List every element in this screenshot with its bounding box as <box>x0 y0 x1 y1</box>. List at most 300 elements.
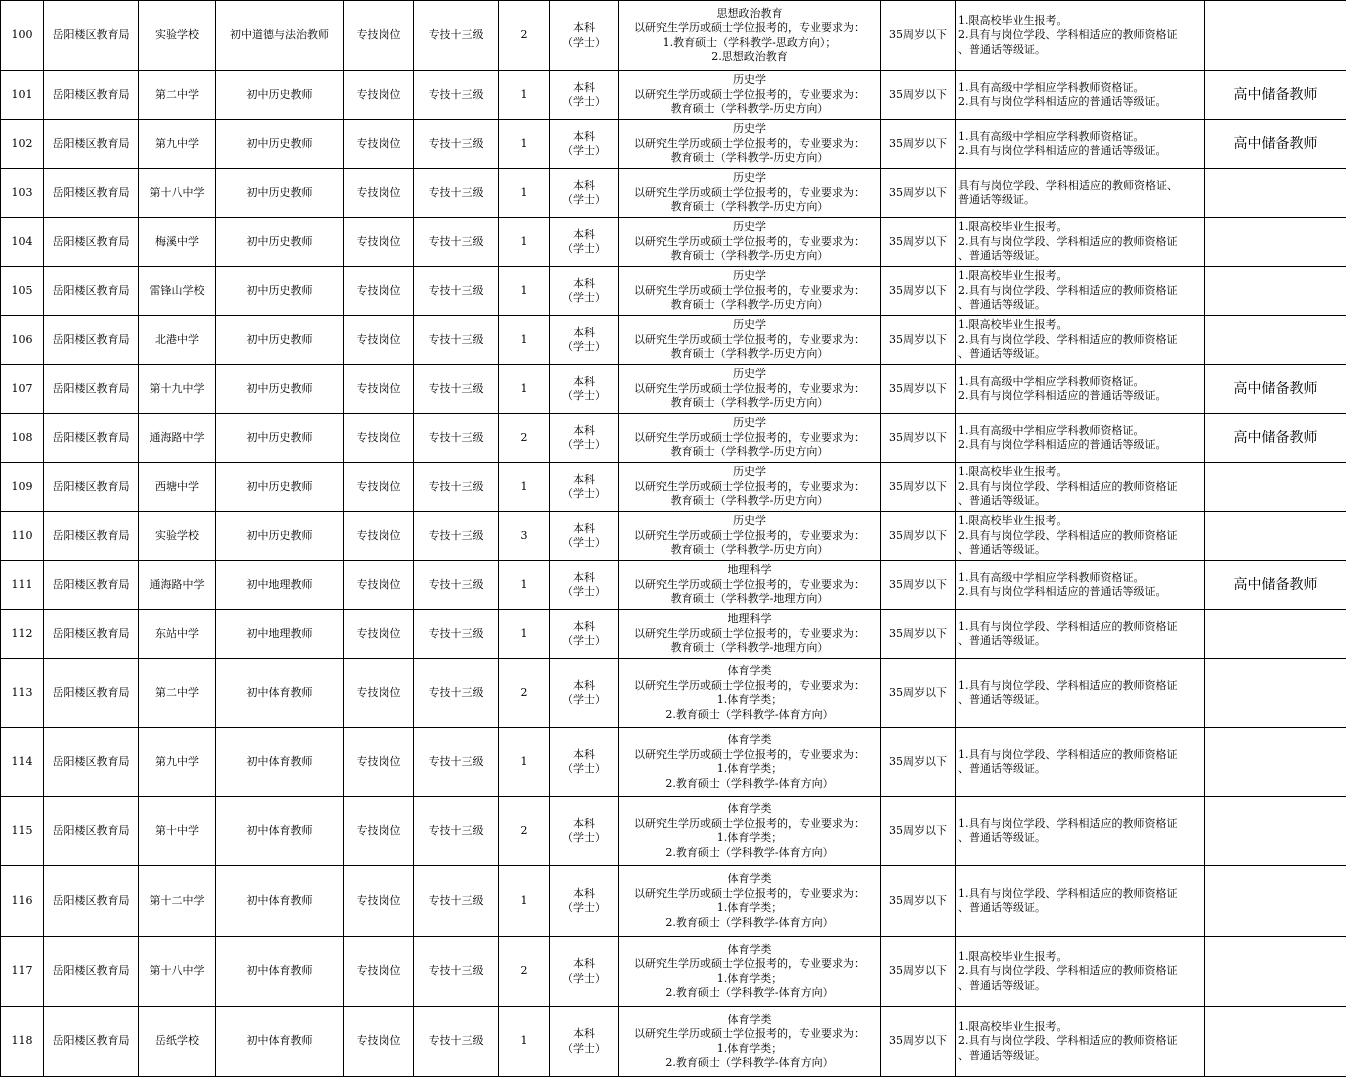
cell-age: 35周岁以下 <box>881 866 956 937</box>
cell-req <box>956 1 1205 71</box>
major-line: 历史学 <box>733 73 766 87</box>
cell-age: 35周岁以下 <box>881 728 956 797</box>
cell-school: 北港中学 <box>139 316 216 365</box>
cell-req <box>956 659 1205 728</box>
major-line: 1.体育学类； <box>716 1041 783 1055</box>
cell-dept: 岳阳楼区教育局 <box>44 267 139 316</box>
cell-type: 专技岗位 <box>344 414 414 463</box>
major-line: 教育硕士（学科教学-历史方向） <box>670 200 829 214</box>
major-line: 体育学类 <box>727 802 772 815</box>
cell-edu <box>550 218 619 267</box>
major-line: 以研究生学历或硕士学位报考的，专业要求为： <box>634 479 865 493</box>
cell-note: 高中储备教师 <box>1205 365 1346 414</box>
major-line: 1.教育硕士（学科教学-思政方向）； <box>662 35 837 49</box>
edu-line: （学士） <box>562 340 606 353</box>
cell-num: 104 <box>1 218 44 267</box>
cell-num: 112 <box>1 610 44 659</box>
cell-age: 35周岁以下 <box>881 659 956 728</box>
cell-type: 专技岗位 <box>344 267 414 316</box>
req-line: 2.具有与岗位学科相适应的普通话等级证。 <box>958 389 1167 402</box>
cell-dept: 岳阳楼区教育局 <box>44 728 139 797</box>
table-row <box>1 267 1346 316</box>
cell-note <box>1205 1 1346 71</box>
req-line: 1.限高校毕业生报考。 <box>958 269 1068 283</box>
cell-school: 第十八中学 <box>139 169 216 218</box>
cell-school: 实验学校 <box>139 512 216 561</box>
cell-post: 初中历史教师 <box>216 463 344 512</box>
cell-type: 专技岗位 <box>344 561 414 610</box>
cell-req <box>956 267 1205 316</box>
cell-dept: 岳阳楼区教育局 <box>44 1007 139 1077</box>
edu-line: （学士） <box>562 971 606 985</box>
cell-school: 西塘中学 <box>139 463 216 512</box>
cell-note <box>1205 218 1346 267</box>
cell-note <box>1205 937 1346 1007</box>
req-line: 1.限高校毕业生报考。 <box>958 220 1068 234</box>
req-line: 2.具有与岗位学段、学科相适应的教师资格证 <box>958 332 1178 346</box>
req-line: 2.具有与岗位学段、学科相适应的教师资格证 <box>958 283 1178 297</box>
edu-line: 本科 <box>573 129 595 143</box>
table-row <box>1 316 1346 365</box>
major-line: 历史学 <box>733 416 766 430</box>
major-line: 以研究生学历或硕士学位报考的，专业要求为： <box>634 332 865 346</box>
edu-line: （学士） <box>562 144 606 157</box>
edu-line: （学士） <box>562 193 606 206</box>
major-line: 教育硕士（学科教学-历史方向） <box>670 298 829 312</box>
cell-dept: 岳阳楼区教育局 <box>44 365 139 414</box>
cell-post: 初中历史教师 <box>216 512 344 561</box>
major-line: 1.体育学类； <box>716 901 783 914</box>
major-line: 体育学类 <box>727 872 772 885</box>
major-line: 以研究生学历或硕士学位报考的，专业要求为： <box>634 87 865 101</box>
cell-level: 专技十三级 <box>414 316 499 365</box>
cell-req <box>956 728 1205 797</box>
cell-count: 1 <box>499 728 550 797</box>
req-line: 、普通话等级证。 <box>958 762 1046 775</box>
cell-type: 专技岗位 <box>344 1 414 71</box>
cell-req <box>956 937 1205 1007</box>
cell-type: 专技岗位 <box>344 169 414 218</box>
req-line: 1.具有高级中学相应学科教师资格证。 <box>958 374 1145 388</box>
cell-edu <box>550 71 619 120</box>
cell-age: 35周岁以下 <box>881 267 956 316</box>
cell-school: 第十九中学 <box>139 365 216 414</box>
edu-line: （学士） <box>562 291 606 304</box>
cell-count: 1 <box>499 866 550 937</box>
req-line: 2.具有与岗位学段、学科相适应的教师资格证 <box>958 528 1178 542</box>
cell-level: 专技十三级 <box>414 463 499 512</box>
req-line: 1.限高校毕业生报考。 <box>958 465 1068 479</box>
cell-major <box>619 1 881 71</box>
cell-edu <box>550 797 619 866</box>
edu-line: 本科 <box>573 619 595 633</box>
cell-school: 第九中学 <box>139 728 216 797</box>
cell-count: 2 <box>499 1 550 71</box>
cell-level: 专技十三级 <box>414 169 499 218</box>
cell-dept: 岳阳楼区教育局 <box>44 1 139 71</box>
cell-count: 3 <box>499 512 550 561</box>
req-line: 、普通话等级证。 <box>958 249 1046 263</box>
cell-type: 专技岗位 <box>344 659 414 728</box>
cell-edu <box>550 866 619 937</box>
cell-note: 高中储备教师 <box>1205 71 1346 120</box>
major-line: 以研究生学历或硕士学位报考的，专业要求为： <box>634 1027 865 1040</box>
req-line: 普通话等级证。 <box>958 193 1035 206</box>
cell-level: 专技十三级 <box>414 365 499 414</box>
cell-school: 实验学校 <box>139 1 216 71</box>
cell-dept: 岳阳楼区教育局 <box>44 463 139 512</box>
req-line: 、普通话等级证。 <box>958 298 1046 312</box>
req-line: 1.限高校毕业生报考。 <box>958 1019 1068 1033</box>
cell-school: 第二中学 <box>139 659 216 728</box>
edu-line: 本科 <box>573 276 595 290</box>
cell-major <box>619 218 881 267</box>
cell-dept: 岳阳楼区教育局 <box>44 937 139 1007</box>
cell-post: 初中体育教师 <box>216 797 344 866</box>
major-line: 以研究生学历或硕士学位报考的，专业要求为： <box>634 528 865 542</box>
cell-age: 35周岁以下 <box>881 365 956 414</box>
major-line: 历史学 <box>733 269 766 283</box>
cell-req <box>956 561 1205 610</box>
cell-req <box>956 120 1205 169</box>
major-line: 以研究生学历或硕士学位报考的，专业要求为： <box>634 747 865 761</box>
major-line: 教育硕士（学科教学-历史方向） <box>670 249 829 263</box>
major-line: 以研究生学历或硕士学位报考的，专业要求为： <box>634 185 865 199</box>
req-line: 2.具有与岗位学科相适应的普通话等级证。 <box>958 144 1167 157</box>
cell-type: 专技岗位 <box>344 463 414 512</box>
major-line: 以研究生学历或硕士学位报考的，专业要求为： <box>634 577 865 591</box>
cell-type: 专技岗位 <box>344 218 414 267</box>
cell-num: 116 <box>1 866 44 937</box>
major-line: 教育硕士（学科教学-历史方向） <box>670 494 829 508</box>
major-line: 地理科学 <box>727 563 772 577</box>
cell-note <box>1205 866 1346 937</box>
cell-edu <box>550 316 619 365</box>
major-line: 以研究生学历或硕士学位报考的，专业要求为： <box>634 957 865 970</box>
cell-age: 35周岁以下 <box>881 463 956 512</box>
req-line: 、普通话等级证。 <box>958 1048 1046 1062</box>
cell-req <box>956 797 1205 866</box>
cell-count: 1 <box>499 365 550 414</box>
major-line: 教育硕士（学科教学-地理方向） <box>670 641 829 655</box>
cell-dept: 岳阳楼区教育局 <box>44 169 139 218</box>
cell-type: 专技岗位 <box>344 120 414 169</box>
cell-post: 初中历史教师 <box>216 71 344 120</box>
req-line: 1.具有与岗位学段、学科相适应的教师资格证 <box>958 816 1178 830</box>
cell-post: 初中体育教师 <box>216 728 344 797</box>
cell-edu <box>550 937 619 1007</box>
edu-line: （学士） <box>562 95 606 108</box>
req-line: 2.具有与岗位学科相适应的普通话等级证。 <box>958 95 1167 108</box>
cell-count: 2 <box>499 797 550 866</box>
cell-major <box>619 866 881 937</box>
major-line: 2.教育硕士（学科教学-体育方向） <box>665 845 834 859</box>
cell-school: 通海路中学 <box>139 414 216 463</box>
req-line: 2.具有与岗位学段、学科相适应的教师资格证 <box>958 234 1178 248</box>
cell-age: 35周岁以下 <box>881 1 956 71</box>
req-line: 、普通话等级证。 <box>958 347 1046 361</box>
req-line: 、普通话等级证。 <box>958 693 1046 706</box>
major-line: 历史学 <box>733 122 766 136</box>
cell-post: 初中历史教师 <box>216 414 344 463</box>
cell-note <box>1205 169 1346 218</box>
req-line: 、普通话等级证。 <box>958 901 1046 914</box>
cell-edu <box>550 120 619 169</box>
cell-dept: 岳阳楼区教育局 <box>44 797 139 866</box>
table-row <box>1 71 1346 120</box>
cell-post: 初中历史教师 <box>216 267 344 316</box>
cell-count: 1 <box>499 610 550 659</box>
req-line: 1.限高校毕业生报考。 <box>958 318 1068 332</box>
edu-line: 本科 <box>573 178 595 192</box>
cell-dept: 岳阳楼区教育局 <box>44 659 139 728</box>
cell-post: 初中地理教师 <box>216 610 344 659</box>
cell-edu <box>550 1007 619 1077</box>
cell-age: 35周岁以下 <box>881 71 956 120</box>
edu-line: 本科 <box>573 21 595 34</box>
cell-req <box>956 218 1205 267</box>
cell-major <box>619 169 881 218</box>
cell-req <box>956 169 1205 218</box>
edu-line: （学士） <box>562 242 606 255</box>
edu-line: （学士） <box>562 487 606 500</box>
cell-type: 专技岗位 <box>344 1007 414 1077</box>
major-line: 2.教育硕士（学科教学-体育方向） <box>665 776 834 790</box>
cell-school: 东站中学 <box>139 610 216 659</box>
cell-type: 专技岗位 <box>344 937 414 1007</box>
major-line: 2.教育硕士（学科教学-体育方向） <box>665 1056 834 1069</box>
req-line: 2.具有与岗位学科相适应的普通话等级证。 <box>958 438 1167 451</box>
major-line: 以研究生学历或硕士学位报考的，专业要求为： <box>634 678 865 692</box>
major-line: 教育硕士（学科教学-历史方向） <box>670 543 829 557</box>
edu-line: 本科 <box>573 325 595 339</box>
req-line: 1.具有与岗位学段、学科相适应的教师资格证 <box>958 678 1178 692</box>
cell-age: 35周岁以下 <box>881 937 956 1007</box>
edu-line: 本科 <box>573 747 595 761</box>
req-line: 、普通话等级证。 <box>958 543 1046 557</box>
req-line: 2.具有与岗位学段、学科相适应的教师资格证 <box>958 1034 1178 1048</box>
cell-dept: 岳阳楼区教育局 <box>44 610 139 659</box>
cell-req <box>956 866 1205 937</box>
major-line: 历史学 <box>733 220 766 234</box>
edu-line: 本科 <box>573 423 595 437</box>
major-line: 体育学类 <box>727 664 772 677</box>
cell-num: 108 <box>1 414 44 463</box>
major-line: 教育硕士（学科教学-历史方向） <box>670 151 829 165</box>
cell-dept: 岳阳楼区教育局 <box>44 218 139 267</box>
cell-age: 35周岁以下 <box>881 169 956 218</box>
cell-count: 1 <box>499 120 550 169</box>
cell-req <box>956 316 1205 365</box>
cell-school: 岳纸学校 <box>139 1007 216 1077</box>
cell-count: 1 <box>499 218 550 267</box>
cell-num: 110 <box>1 512 44 561</box>
table-row <box>1 1 1346 71</box>
major-line: 体育学类 <box>727 1012 772 1026</box>
req-line: 2.具有与岗位学段、学科相适应的教师资格证 <box>958 28 1178 42</box>
edu-line: （学士） <box>562 634 606 647</box>
major-line: 历史学 <box>733 465 766 479</box>
cell-major <box>619 71 881 120</box>
major-line: 以研究生学历或硕士学位报考的，专业要求为： <box>634 21 865 34</box>
major-line: 教育硕士（学科教学-历史方向） <box>670 396 829 410</box>
cell-dept: 岳阳楼区教育局 <box>44 316 139 365</box>
cell-req <box>956 463 1205 512</box>
cell-type: 专技岗位 <box>344 512 414 561</box>
cell-major <box>619 120 881 169</box>
major-line: 教育硕士（学科教学-历史方向） <box>670 445 829 459</box>
cell-level: 专技十三级 <box>414 937 499 1007</box>
req-line: 1.具有与岗位学段、学科相适应的教师资格证 <box>958 619 1178 633</box>
edu-line: 本科 <box>573 227 595 241</box>
cell-edu <box>550 414 619 463</box>
cell-dept: 岳阳楼区教育局 <box>44 866 139 937</box>
cell-type: 专技岗位 <box>344 365 414 414</box>
major-line: 2.教育硕士（学科教学-体育方向） <box>665 986 834 999</box>
cell-count: 1 <box>499 267 550 316</box>
cell-num: 118 <box>1 1007 44 1077</box>
cell-note <box>1205 610 1346 659</box>
cell-count: 1 <box>499 169 550 218</box>
cell-note <box>1205 797 1346 866</box>
edu-line: （学士） <box>562 693 606 706</box>
cell-num: 117 <box>1 937 44 1007</box>
edu-line: 本科 <box>573 80 595 94</box>
cell-edu <box>550 169 619 218</box>
cell-level: 专技十三级 <box>414 610 499 659</box>
cell-major <box>619 937 881 1007</box>
cell-num: 113 <box>1 659 44 728</box>
cell-post: 初中体育教师 <box>216 659 344 728</box>
cell-edu <box>550 728 619 797</box>
cell-num: 100 <box>1 1 44 71</box>
cell-num: 105 <box>1 267 44 316</box>
major-line: 2.教育硕士（学科教学-体育方向） <box>665 915 834 929</box>
cell-edu <box>550 463 619 512</box>
cell-num: 106 <box>1 316 44 365</box>
major-line: 以研究生学历或硕士学位报考的，专业要求为： <box>634 430 865 444</box>
cell-age: 35周岁以下 <box>881 120 956 169</box>
req-line: 1.具有与岗位学段、学科相适应的教师资格证 <box>958 747 1178 761</box>
cell-post: 初中历史教师 <box>216 316 344 365</box>
cell-type: 专技岗位 <box>344 797 414 866</box>
cell-req <box>956 71 1205 120</box>
cell-edu <box>550 659 619 728</box>
edu-line: 本科 <box>573 521 595 535</box>
cell-level: 专技十三级 <box>414 414 499 463</box>
cell-note <box>1205 463 1346 512</box>
cell-dept: 岳阳楼区教育局 <box>44 414 139 463</box>
cell-req <box>956 414 1205 463</box>
cell-school: 雷锋山学校 <box>139 267 216 316</box>
cell-major <box>619 561 881 610</box>
edu-line: （学士） <box>562 1041 606 1055</box>
major-line: 1.体育学类； <box>716 762 783 775</box>
cell-level: 专技十三级 <box>414 728 499 797</box>
table-row <box>1 866 1346 937</box>
cell-level: 专技十三级 <box>414 512 499 561</box>
cell-edu <box>550 267 619 316</box>
cell-level: 专技十三级 <box>414 797 499 866</box>
edu-line: （学士） <box>562 438 606 451</box>
req-line: 1.限高校毕业生报考。 <box>958 514 1068 528</box>
cell-age: 35周岁以下 <box>881 797 956 866</box>
cell-post: 初中历史教师 <box>216 120 344 169</box>
cell-num: 107 <box>1 365 44 414</box>
cell-age: 35周岁以下 <box>881 218 956 267</box>
cell-note <box>1205 659 1346 728</box>
cell-dept: 岳阳楼区教育局 <box>44 120 139 169</box>
major-line: 以研究生学历或硕士学位报考的，专业要求为： <box>634 283 865 297</box>
req-line: 1.具有与岗位学段、学科相适应的教师资格证 <box>958 886 1178 900</box>
cell-level: 专技十三级 <box>414 659 499 728</box>
cell-school: 第二中学 <box>139 71 216 120</box>
req-line: 1.限高校毕业生报考。 <box>958 949 1068 963</box>
table-body <box>1 1 1346 1077</box>
cell-major <box>619 463 881 512</box>
cell-dept: 岳阳楼区教育局 <box>44 71 139 120</box>
table-row <box>1 1007 1346 1077</box>
edu-line: （学士） <box>562 536 606 549</box>
table-row <box>1 937 1346 1007</box>
edu-line: 本科 <box>573 816 595 830</box>
cell-major <box>619 512 881 561</box>
edu-line: 本科 <box>573 886 595 900</box>
req-line: 2.具有与岗位学科相适应的普通话等级证。 <box>958 585 1167 598</box>
cell-post: 初中历史教师 <box>216 218 344 267</box>
cell-num: 111 <box>1 561 44 610</box>
edu-line: （学士） <box>562 35 606 49</box>
major-line: 1.体育学类； <box>716 693 783 706</box>
edu-line: （学士） <box>562 762 606 775</box>
cell-count: 2 <box>499 414 550 463</box>
major-line: 2.教育硕士（学科教学-体育方向） <box>665 707 834 721</box>
table-row <box>1 659 1346 728</box>
cell-age: 35周岁以下 <box>881 1007 956 1077</box>
cell-school: 通海路中学 <box>139 561 216 610</box>
cell-level: 专技十三级 <box>414 1007 499 1077</box>
cell-post: 初中地理教师 <box>216 561 344 610</box>
table-row <box>1 365 1346 414</box>
cell-level: 专技十三级 <box>414 71 499 120</box>
major-line: 历史学 <box>733 367 766 381</box>
cell-school: 第十二中学 <box>139 866 216 937</box>
cell-count: 1 <box>499 316 550 365</box>
cell-major <box>619 659 881 728</box>
edu-line: 本科 <box>573 374 595 388</box>
edu-line: （学士） <box>562 389 606 402</box>
major-line: 1.体育学类； <box>716 831 783 844</box>
cell-school: 梅溪中学 <box>139 218 216 267</box>
cell-note <box>1205 1007 1346 1077</box>
table-row <box>1 610 1346 659</box>
cell-req <box>956 1007 1205 1077</box>
cell-level: 专技十三级 <box>414 218 499 267</box>
cell-type: 专技岗位 <box>344 71 414 120</box>
cell-type: 专技岗位 <box>344 728 414 797</box>
cell-post: 初中历史教师 <box>216 169 344 218</box>
cell-major <box>619 1007 881 1077</box>
cell-level: 专技十三级 <box>414 866 499 937</box>
cell-req <box>956 365 1205 414</box>
cell-age: 35周岁以下 <box>881 610 956 659</box>
cell-req <box>956 512 1205 561</box>
cell-count: 2 <box>499 659 550 728</box>
cell-note: 高中储备教师 <box>1205 120 1346 169</box>
req-line: 、普通话等级证。 <box>958 42 1046 56</box>
cell-post: 初中道德与法治教师 <box>216 1 344 71</box>
cell-edu <box>550 1 619 71</box>
